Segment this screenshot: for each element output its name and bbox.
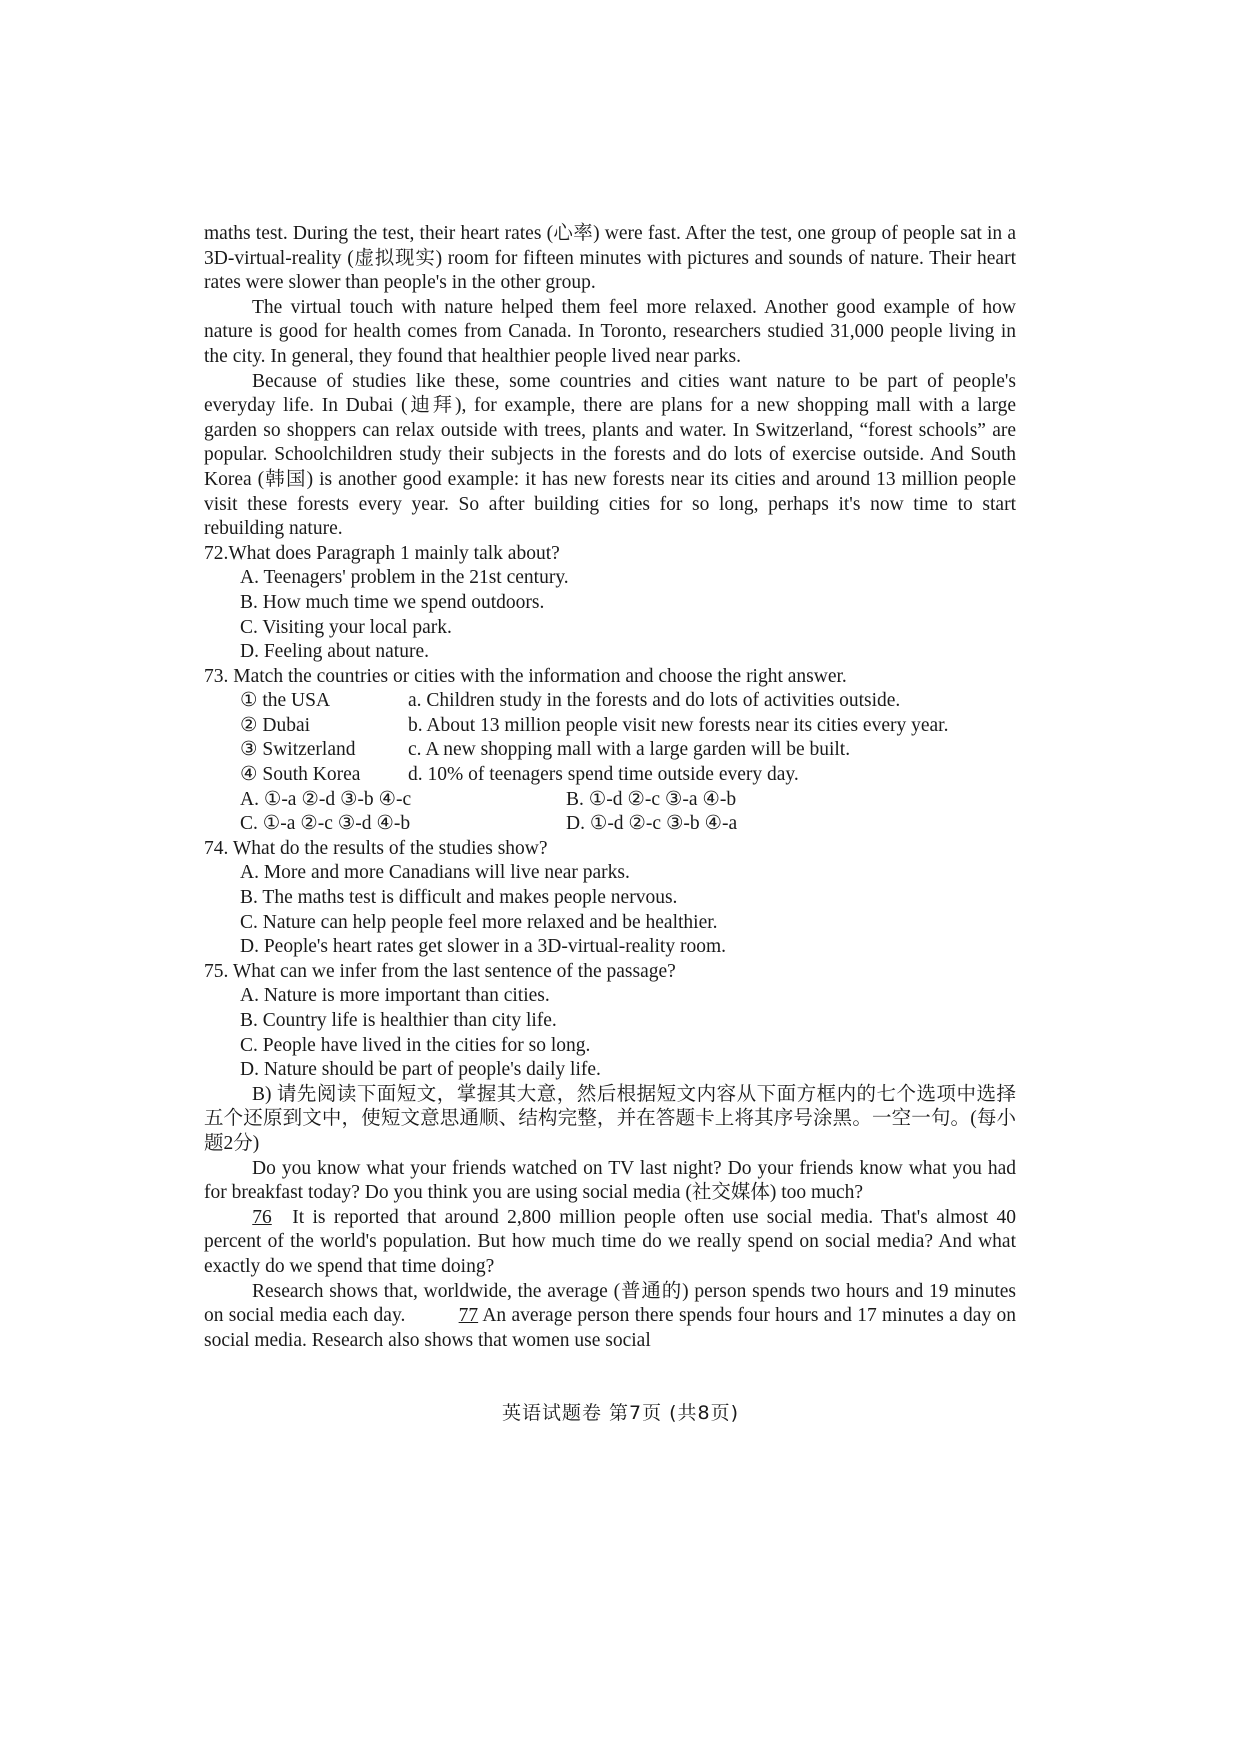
question-72	[204, 542, 1016, 665]
page-footer: 英语试题卷 第7页 (共8页)	[501, 1402, 740, 1424]
question-74	[204, 837, 1016, 960]
question-73	[204, 665, 1016, 837]
match-row	[240, 689, 1016, 714]
passage-b-paragraph-2	[204, 1206, 1016, 1280]
match-row	[240, 763, 1016, 788]
question-72-option-b: B. How much time we spend outdoors.	[240, 591, 545, 613]
question-75-stem: 75. What can we infer from the last sentence of the passage?	[204, 960, 676, 982]
passage-b-paragraph-3-text-b: An average person there spends four hours and 17 minutes a day on social media. Research also shows that women use social	[204, 1305, 1016, 1351]
question-73-option-d: D. ①-d ②-c ③-b ④-a	[566, 813, 738, 835]
question-75	[204, 960, 1016, 1083]
question-72-option-c: C. Visiting your local park.	[240, 616, 452, 638]
question-74-option-c: C. Nature can help people feel more relaxed and be healthier.	[240, 911, 718, 933]
blank-76: 76	[252, 1206, 272, 1228]
question-74-stem: 74. What do the results of the studies show?	[204, 837, 548, 859]
question-74-option-b: B. The maths test is difficult and makes people nervous.	[240, 887, 678, 909]
passage-paragraph-2: The virtual touch with nature helped them feel more relaxed. Another good example of how nature is good for health comes from Canada. In Toronto, researchers studied 31,000 people living in the city. In general, they found that healthier people lived near parks.	[204, 296, 1016, 367]
match-place: ② Dubai	[240, 714, 311, 736]
passage-b-paragraph-2-text: It is reported that around 2,800 million people often use social media. That's almost 40 percent of the world's population. But how much time do we really spend on social media? And what exactly do we spend that time doing?	[204, 1206, 1016, 1277]
passage-paragraph-3: Because of studies like these, some countries and cities want nature to be part of people's everyday life. In Dubai (迪拜), for example, there are plans for a new shopping mall with a large garden so shoppers can relax outside with trees, plants and water. In Switzerland, “forest schools” are popular. Schoolchildren study their subjects in the forests and do lots of exercise outside. And South Korea (韩国) is another good example: it has new forests near its cities and around 13 million people visit these forests every year. So after building cities for so long, perhaps it's now time to start rebuilding nature.	[204, 370, 1016, 540]
question-73-answers-row-1	[240, 788, 1016, 813]
question-74-option-a: A. More and more Canadians will live near parks.	[240, 862, 630, 884]
question-75-option-c: C. People have lived in the cities for so long.	[240, 1034, 591, 1056]
match-row	[240, 738, 1016, 763]
match-row	[240, 714, 1016, 739]
blank-77: 77	[458, 1305, 479, 1327]
passage-b-paragraph-3-text-a: Research shows that, worldwide, the average (普通的) person spends two hours and 19 minutes on social media each day.	[204, 1280, 1016, 1327]
match-info: a. Children study in the forests and do lots of activities outside.	[408, 690, 901, 712]
passage-paragraph-1: maths test. During the test, their heart rates (心率) were fast. After the test, one group of people sat in a 3D-virtual-reality (虚拟现实) room for fifteen minutes with pictures and sounds of nature. Their heart rates were slower than people's in the other group.	[204, 223, 1016, 294]
section-b-instructions: B) 请先阅读下面短文，掌握其大意，然后根据短文内容从下面方框内的七个选项中选择五个还原到文中，使短文意思通顺、结构完整，并在答题卡上将其序号涂黑。一空一句。(每小题2分)	[204, 1083, 1016, 1154]
match-info: c. A new shopping mall with a large garden will be built.	[408, 739, 851, 761]
question-74-option-d: D. People's heart rates get slower in a 3D-virtual-reality room.	[240, 936, 726, 958]
passage-b-paragraph-3	[204, 1280, 1016, 1354]
question-73-option-c: C. ①-a ②-c ③-d ④-b	[240, 813, 411, 835]
match-info: b. About 13 million people visit new forests near its cities every year.	[408, 714, 949, 736]
question-73-stem: 73. Match the countries or cities with the information and choose the right answer.	[204, 665, 847, 687]
question-73-option-b: B. ①-d ②-c ③-a ④-b	[566, 788, 737, 810]
match-place: ① the USA	[240, 690, 331, 712]
match-info: d. 10% of teenagers spend time outside every day.	[408, 764, 799, 786]
question-73-answers-row-2	[240, 812, 1016, 837]
question-75-option-b: B. Country life is healthier than city life.	[240, 1010, 557, 1031]
match-place: ④ South Korea	[240, 764, 361, 786]
question-72-stem: 72.What does Paragraph 1 mainly talk about?	[204, 542, 560, 564]
passage-b-paragraph-1: Do you know what your friends watched on TV last night? Do your friends know what you had for breakfast today? Do you think you are using social media (社交媒体) too much?	[204, 1157, 1016, 1204]
question-72-option-d: D. Feeling about nature.	[240, 641, 429, 663]
exam-page	[204, 222, 1016, 1353]
question-75-option-d: D. Nature should be part of people's daily life.	[240, 1059, 601, 1081]
question-72-option-a: A. Teenagers' problem in the 21st century.	[240, 567, 569, 589]
question-75-option-a: A. Nature is more important than cities.	[240, 985, 550, 1007]
match-place: ③ Switzerland	[240, 739, 356, 761]
question-73-option-a: A. ①-a ②-d ③-b ④-c	[240, 788, 412, 810]
